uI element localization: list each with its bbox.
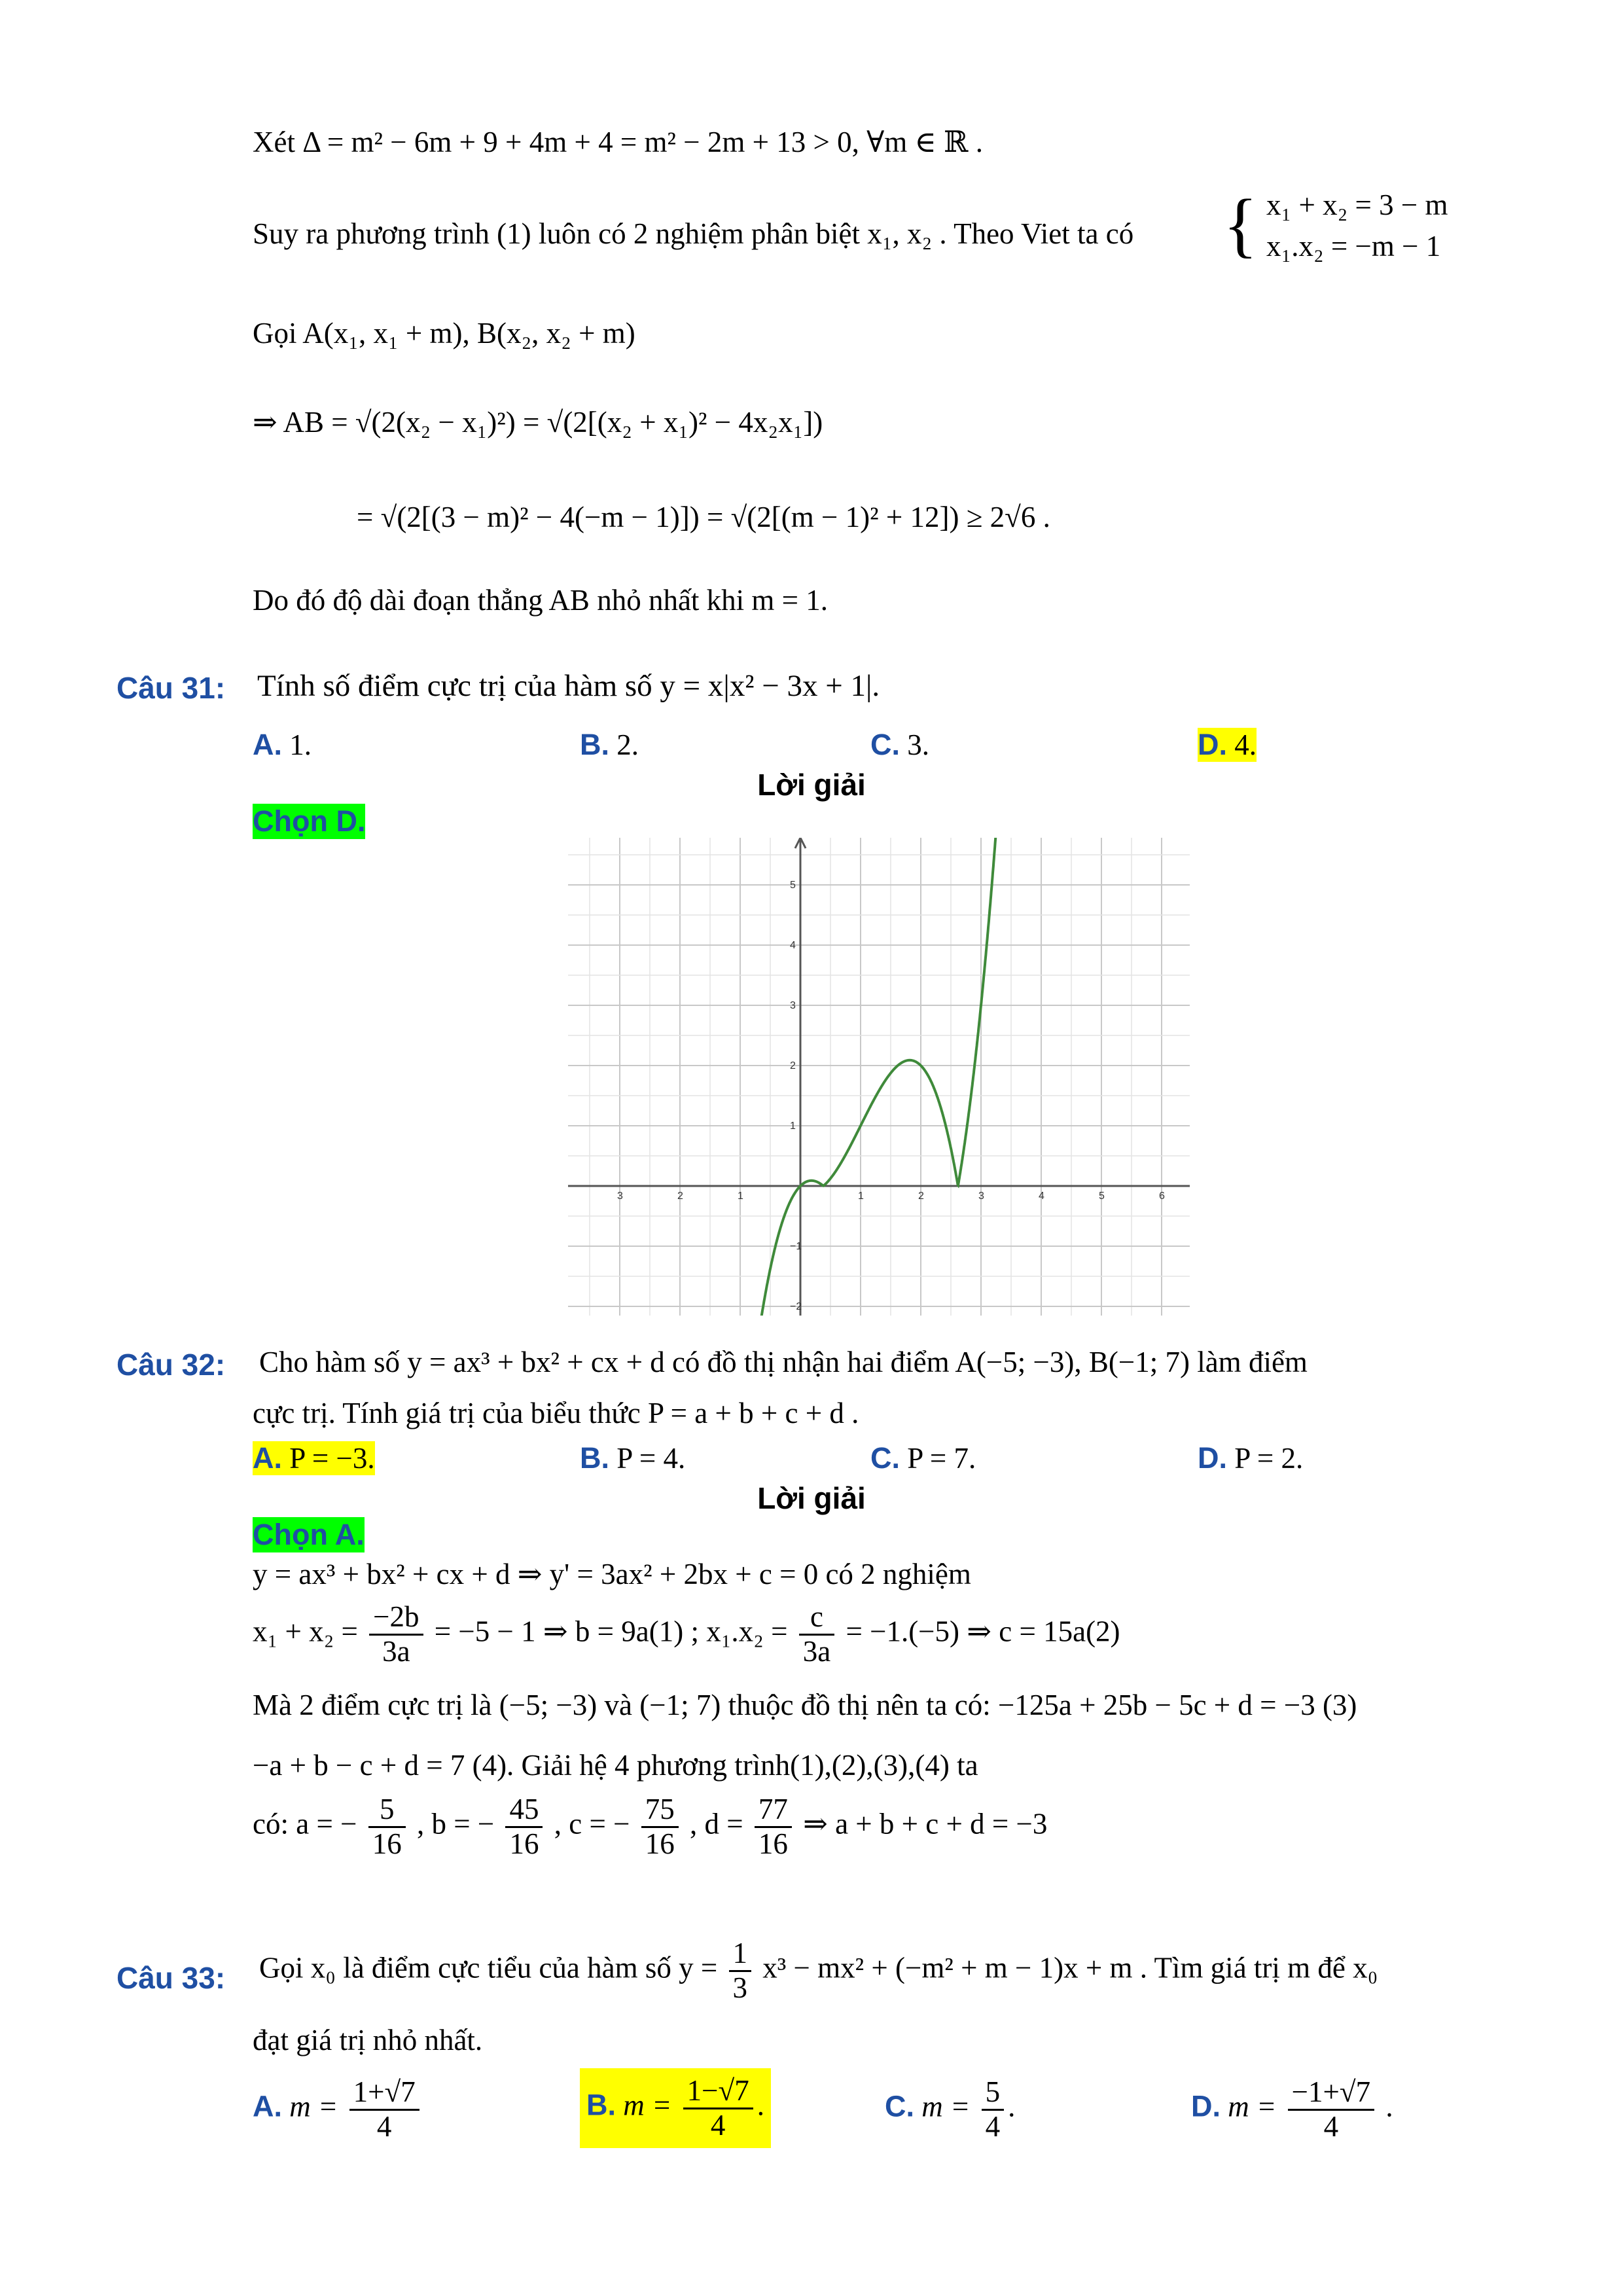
q32-step-5: có: a = − $\frac{5}{16}$ , b = − $\frac{45}{16}$ , c = − $\frac{75}{16}$ , d = $\frac{77}{16}$ ⇒ a + b + c + d = −3 — [253, 1793, 1048, 1860]
q31-option-d: D. 4. — [1198, 728, 1257, 761]
question-32-label: Câu 32: — [116, 1348, 226, 1382]
viet-intro-line: Suy ra phương trình (1) luôn có 2 nghiệm phân biệt x₁, x₂ . Theo Viet ta có — [253, 217, 1134, 250]
fraction: $\frac{1}{3}$ — [729, 1937, 752, 2004]
question-32-text-2: cực trị. Tính giá trị của biểu thức P = a + b + c + d . — [253, 1397, 859, 1429]
y-tick-label: 1 — [790, 1121, 796, 1132]
question-32-text-1: Cho hàm số y = ax³ + bx² + cx + d có đồ thị nhận hai điểm A(−5; −3), B(−1; 7) làm điểm — [259, 1346, 1308, 1378]
x-tick-label: 3 — [978, 1191, 984, 1202]
q32-step-2: x₁ + x₂ = $\frac{-2b}{3a}$ = −5 − 1 ⇒ b = 9a(1) ; x₁.x₂ = $\frac{c}{3a}$ = −1.(−5) ⇒ c = 15a(2) — [253, 1600, 1120, 1668]
fraction: $\frac{5}{4}$ — [982, 2076, 1005, 2143]
y-tick-label: 2 — [790, 1060, 796, 1071]
fraction: $\frac{c}{3a}$ — [799, 1601, 834, 1668]
q32-solution-title: Lời giải — [757, 1481, 866, 1515]
fraction: $\frac{1-√7}{4}$ — [683, 2075, 753, 2142]
q32-step-4: −a + b − c + d = 7 (4). Giải hệ 4 phương trình(1),(2),(3),(4) ta — [253, 1749, 978, 1782]
q32-choice: Chọn A. — [253, 1518, 365, 1551]
q33-option-d: D. m = $\frac{-1+√7}{4}$ . — [1191, 2075, 1393, 2143]
x-tick-label: 1 — [738, 1191, 743, 1202]
q33-option-c: C. m = $\frac{5}{4}$ . — [885, 2075, 1016, 2143]
conclusion-line: Do đó độ dài đoạn thẳng AB nhỏ nhất khi m = 1. — [253, 584, 829, 617]
y-tick-label: 3 — [790, 1000, 796, 1011]
ab-line-2: = √(2[(3 − m)² − 4(−m − 1)]) = √(2[(m − 1)² + 12]) ≥ 2√6 . — [357, 501, 1050, 533]
graph-grid — [568, 838, 1190, 1316]
y-tick-label: −2 — [790, 1301, 802, 1312]
fraction: $\frac{5}{16}$ — [368, 1793, 406, 1860]
q31-option-b: B. 2. — [580, 728, 639, 761]
q32-option-a: A. P = −3. — [253, 1441, 375, 1475]
x-tick-label: 3 — [617, 1191, 623, 1202]
q32-step-1: y = ax³ + bx² + cx + d ⇒ y' = 3ax² + 2bx + c = 0 có 2 nghiệm — [253, 1558, 971, 1590]
ab-line-1: ⇒ AB = √(2(x₂ − x₁)²) = √(2[(x₂ + x₁)² − 4x₂x₁]) — [253, 406, 823, 439]
viet-sum: x₁ + x₂ = 3 − m — [1266, 188, 1448, 221]
q32-option-b: B. P = 4. — [580, 1441, 686, 1475]
x-tick-label: 5 — [1099, 1191, 1105, 1202]
q31-option-a: A. 1. — [253, 728, 312, 761]
viet-product: x₁.x₂ = −m − 1 — [1266, 230, 1441, 262]
delta-line: Xét Δ = m² − 6m + 9 + 4m + 4 = m² − 2m + 13 > 0, ∀m ∈ ℝ . — [253, 126, 983, 158]
question-33-text-1: Gọi x₀ là điểm cực tiểu của hàm số y = $\frac{1}{3}$ x³ − mx² + (−m² + m − 1)x + m . Tìm giá trị m để x₀ — [259, 1937, 1378, 2004]
fraction: $\frac{75}{16}$ — [641, 1793, 679, 1860]
q32-option-d: D. P = 2. — [1198, 1441, 1304, 1475]
x-tick-label: 2 — [677, 1191, 683, 1202]
fraction: $\frac{-1+√7}{4}$ — [1288, 2076, 1374, 2143]
y-tick-label: −1 — [790, 1241, 802, 1252]
q31-choice: Chọn D. — [253, 804, 366, 838]
q31-option-c: C. 3. — [870, 728, 929, 761]
x-tick-label: 1 — [858, 1191, 864, 1202]
question-33-label: Câu 33: — [116, 1961, 226, 1995]
question-31-label: Câu 31: — [116, 671, 226, 705]
x-tick-label: 6 — [1159, 1191, 1165, 1202]
points-line: Gọi A(x₁, x₁ + m), B(x₂, x₂ + m) — [253, 317, 635, 350]
question-33-text-2: đạt giá trị nhỏ nhất. — [253, 2024, 483, 2056]
fraction: $\frac{-2b}{3a}$ — [369, 1601, 423, 1668]
viet-system — [1223, 185, 1448, 267]
q32-step-3: Mà 2 điểm cực trị là (−5; −3) và (−1; 7) thuộc đồ thị nên ta có: −125a + 25b − 5c + d = −3 (3) — [253, 1689, 1357, 1721]
graph-axes — [568, 838, 1190, 1316]
question-31-text: Tính số điểm cực trị của hàm số y = x|x² − 3x + 1|. — [257, 669, 880, 703]
fraction: $\frac{1+√7}{4}$ — [349, 2076, 419, 2143]
q31-solution-title: Lời giải — [757, 768, 866, 802]
fraction: $\frac{77}{16}$ — [755, 1793, 792, 1860]
x-tick-label: 4 — [1039, 1191, 1044, 1202]
brace-icon: { — [1223, 185, 1258, 264]
function-graph — [568, 838, 1190, 1316]
x-tick-label: 2 — [918, 1191, 924, 1202]
q33-option-a: A. m = $\frac{1+√7}{4}$ — [253, 2076, 423, 2143]
y-tick-label: 5 — [790, 880, 796, 891]
q32-option-c: C. P = 7. — [870, 1441, 976, 1475]
fraction: $\frac{45}{16}$ — [505, 1793, 543, 1860]
q33-option-b: B. m = $\frac{1-√7}{4}$ . — [580, 2068, 771, 2148]
y-tick-label: 4 — [790, 940, 796, 951]
